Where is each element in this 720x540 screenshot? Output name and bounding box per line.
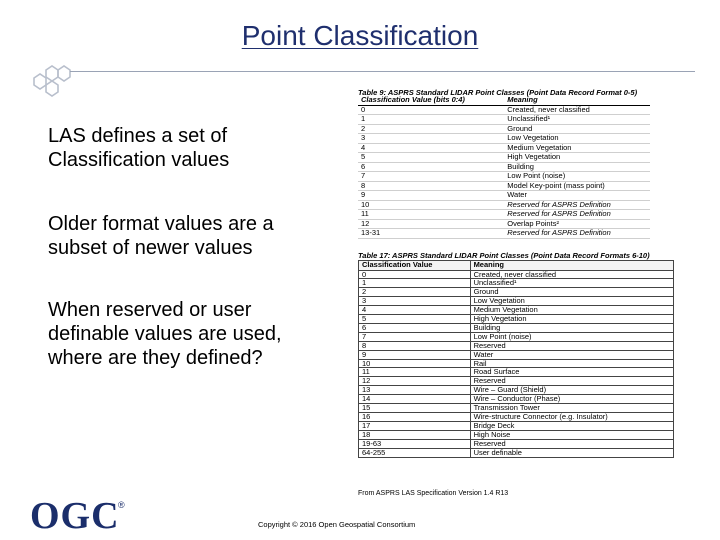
table-17-cell-meaning: Building xyxy=(470,323,673,332)
table-9-cell-meaning: Low Vegetation xyxy=(504,134,650,144)
table-9-cell-value: 3 xyxy=(358,134,504,144)
table-9-cell-value: 6 xyxy=(358,162,504,172)
source-caption: From ASPRS LAS Specification Version 1.4 R13 xyxy=(358,490,509,497)
table-9 xyxy=(358,96,650,239)
table-9-cell-meaning: Water xyxy=(504,191,650,201)
table-17-cell-meaning: User definable xyxy=(470,448,673,457)
table-9-row xyxy=(358,105,650,115)
table-17-cell-meaning: Bridge Deck xyxy=(470,421,673,430)
table-9-row xyxy=(358,134,650,144)
table-17-cell-meaning: Reserved xyxy=(470,341,673,350)
table-17-cell-meaning: Rail xyxy=(470,359,673,368)
table-17-cell-meaning: Water xyxy=(470,350,673,359)
table-17-row xyxy=(359,332,674,341)
table-17-row xyxy=(359,350,674,359)
table-9-cell-value: 10 xyxy=(358,200,504,210)
table-17-cell-meaning: Transmission Tower xyxy=(470,404,673,413)
table-17-cell-meaning: Medium Vegetation xyxy=(470,306,673,315)
table-9-cell-value: 9 xyxy=(358,191,504,201)
table-17-row xyxy=(359,413,674,422)
table-17-cell-value: 8 xyxy=(359,341,471,350)
table-17-row xyxy=(359,315,674,324)
table-17-cell-meaning: Low Point (noise) xyxy=(470,332,673,341)
slide-title: Point Classification xyxy=(241,20,479,51)
table-17-cell-meaning: Unclassified¹ xyxy=(470,279,673,288)
table-17-cell-meaning: High Noise xyxy=(470,430,673,439)
table-9-row xyxy=(358,115,650,125)
table-9-cell-value: 0 xyxy=(358,105,504,115)
table-17-cell-value: 10 xyxy=(359,359,471,368)
table-9-body xyxy=(358,105,650,238)
table-17-header-value: Classification Value xyxy=(359,261,471,271)
table-9-cell-value: 11 xyxy=(358,210,504,220)
table-9-row xyxy=(358,172,650,182)
table-9-cell-meaning: Reserved for ASPRS Definition xyxy=(504,200,650,210)
table-17-cell-value: 19-63 xyxy=(359,439,471,448)
table-17-row xyxy=(359,448,674,457)
table-17-cell-value: 64-255 xyxy=(359,448,471,457)
table-9-row xyxy=(358,153,650,163)
title-divider xyxy=(70,71,695,72)
table-17-cell-meaning: Ground xyxy=(470,288,673,297)
table-9-cell-value: 4 xyxy=(358,143,504,153)
table-17-cell-meaning: Road Surface xyxy=(470,368,673,377)
table-17-body xyxy=(359,270,674,457)
bullet-text-2: Older format values are a subset of newer values xyxy=(48,213,274,259)
table-9-cell-meaning: Building xyxy=(504,162,650,172)
table-17-cell-value: 9 xyxy=(359,350,471,359)
table-17-row xyxy=(359,341,674,350)
table-17-cell-value: 16 xyxy=(359,413,471,422)
table-9-cell-meaning: High Vegetation xyxy=(504,153,650,163)
table-9-cell-value: 8 xyxy=(358,181,504,191)
table-9-cell-value: 2 xyxy=(358,124,504,134)
table-9-header-meaning: Meaning xyxy=(504,96,650,105)
ogc-logo: OGC xyxy=(30,495,120,537)
table-17-cell-value: 5 xyxy=(359,315,471,324)
table-9-cell-meaning: Unclassified¹ xyxy=(504,115,650,125)
table-9-cell-value: 5 xyxy=(358,153,504,163)
table-9-cell-meaning: Low Point (noise) xyxy=(504,172,650,182)
table-17-cell-value: 17 xyxy=(359,421,471,430)
table-9-row xyxy=(358,181,650,191)
table-9-row xyxy=(358,229,650,239)
table-17-cell-value: 14 xyxy=(359,395,471,404)
table-9-cell-meaning: Overlap Points² xyxy=(504,219,650,229)
table-17-row xyxy=(359,421,674,430)
bullet-text-1: LAS defines a set of Classification values xyxy=(48,125,230,171)
table-17-cell-value: 12 xyxy=(359,377,471,386)
table-9-title: Table 9: ASPRS Standard LIDAR Point Classes (Point Data Record Format 0-5) xyxy=(358,88,638,97)
table-17-cell-meaning: Reserved xyxy=(470,439,673,448)
table-17-header-meaning: Meaning xyxy=(470,261,673,271)
table-9-cell-value: 12 xyxy=(358,219,504,229)
copyright-footer: Copyright © 2016 Open Geospatial Consortium xyxy=(258,520,416,529)
table-17-cell-meaning: Wire – Guard (Shield) xyxy=(470,386,673,395)
table-17-cell-value: 15 xyxy=(359,404,471,413)
bullet-text-3: When reserved or user definable values are used, where are they defined? xyxy=(48,299,282,369)
table-17-cell-meaning: Created, never classified xyxy=(470,270,673,279)
table-9-cell-meaning: Medium Vegetation xyxy=(504,143,650,153)
table-9-row xyxy=(358,191,650,201)
table-17 xyxy=(358,260,674,458)
table-9-row xyxy=(358,162,650,172)
table-17-cell-value: 18 xyxy=(359,430,471,439)
table-17-cell-value: 3 xyxy=(359,297,471,306)
table-9-cell-value: 13-31 xyxy=(358,229,504,239)
table-9-cell-value: 1 xyxy=(358,115,504,125)
table-17-cell-value: 2 xyxy=(359,288,471,297)
table-17-cell-value: 1 xyxy=(359,279,471,288)
registered-mark: ® xyxy=(118,500,125,510)
table-17-row xyxy=(359,430,674,439)
table-17-cell-value: 13 xyxy=(359,386,471,395)
table-17-cell-value: 11 xyxy=(359,368,471,377)
table-9-cell-meaning: Reserved for ASPRS Definition xyxy=(504,210,650,220)
table-17-cell-meaning: Low Vegetation xyxy=(470,297,673,306)
table-17-row xyxy=(359,439,674,448)
table-9-row xyxy=(358,124,650,134)
table-9-cell-meaning: Ground xyxy=(504,124,650,134)
table-17-cell-value: 4 xyxy=(359,306,471,315)
table-17-cell-meaning: High Vegetation xyxy=(470,315,673,324)
table-17-cell-value: 7 xyxy=(359,332,471,341)
table-9-cell-meaning: Created, never classified xyxy=(504,105,650,115)
table-17-row xyxy=(359,279,674,288)
table-9-row xyxy=(358,210,650,220)
table-17-cell-meaning: Wire – Conductor (Phase) xyxy=(470,395,673,404)
table-17-cell-value: 6 xyxy=(359,323,471,332)
table-17-cell-meaning: Reserved xyxy=(470,377,673,386)
table-9-row xyxy=(358,143,650,153)
table-9-cell-meaning: Reserved for ASPRS Definition xyxy=(504,229,650,239)
hexagon-logo-icon xyxy=(26,58,86,100)
table-17-cell-meaning: Wire-structure Connector (e.g. Insulator) xyxy=(470,413,673,422)
table-17-title: Table 17: ASPRS Standard LIDAR Point Classes (Point Data Record Formats 6-10) xyxy=(358,251,650,260)
table-17-row xyxy=(359,368,674,377)
table-17-cell-value: 0 xyxy=(359,270,471,279)
table-9-cell-value: 7 xyxy=(358,172,504,182)
table-9-cell-meaning: Model Key-point (mass point) xyxy=(504,181,650,191)
table-9-header-value: Classification Value (bits 0:4) xyxy=(358,96,504,105)
table-17-row xyxy=(359,323,674,332)
